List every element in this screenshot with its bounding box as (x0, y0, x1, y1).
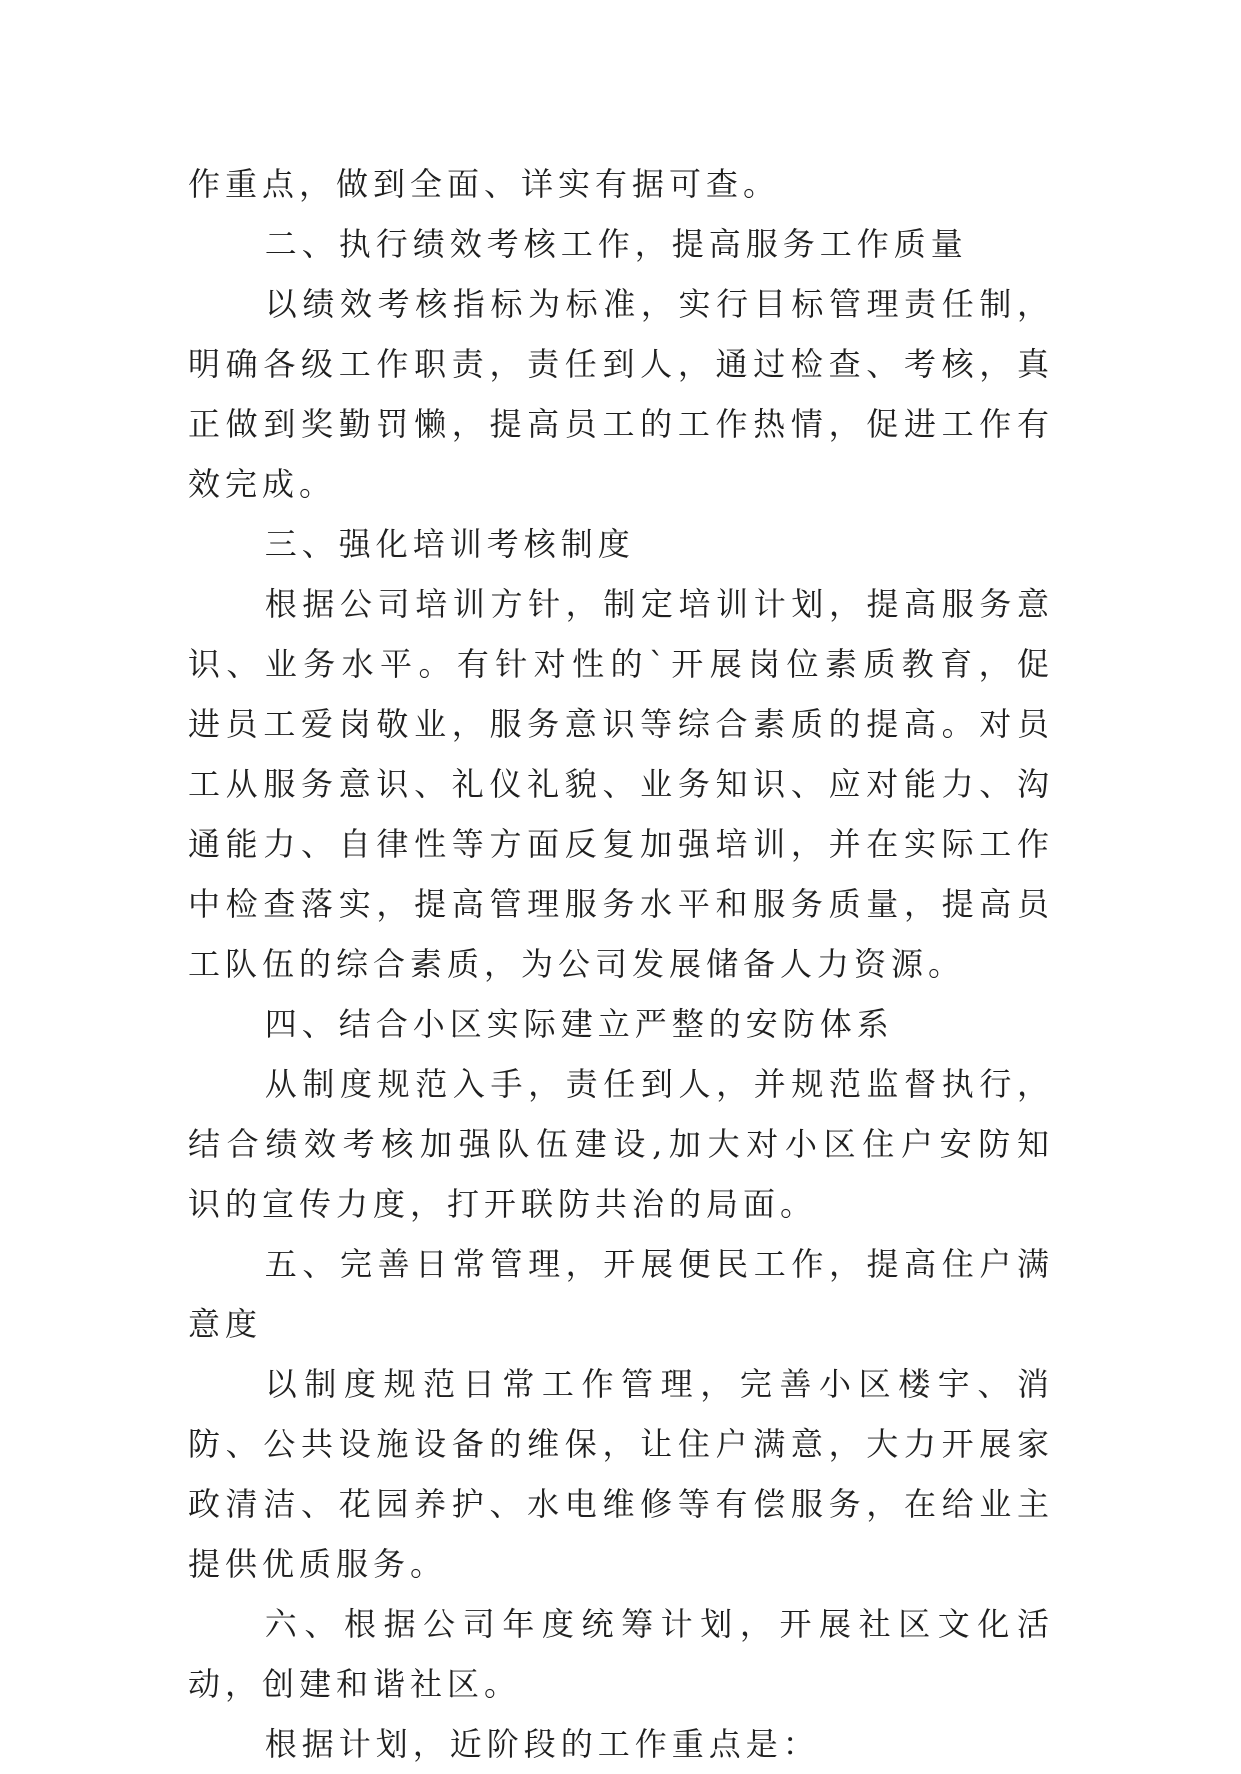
heading-section-2: 二、执行绩效考核工作，提高服务工作质量 (264, 225, 968, 263)
heading-section-3: 三、强化培训考核制度 (264, 525, 635, 563)
heading-section-4: 四、结合小区实际建立严整的安防体系 (264, 1005, 894, 1043)
heading-section-6: 六、根据公司年度统筹计划，开展社区文化活动，创建和谐社区。 (188, 1605, 1054, 1703)
paragraph-section-2: 以绩效考核指标为标准，实行目标管理责任制，明确各级工作职责，责任到人，通过检查、考核，真正做到奖勤罚懒，提高员工的工作热情，促进工作有效完成。 (188, 285, 1054, 503)
paragraph-section-4: 从制度规范入手，责任到人，并规范监督执行，结合绩效考核加强队伍建设,加大对小区住户安防知识的宣传力度，打开联防共治的局面。 (188, 1065, 1054, 1223)
document-body (188, 154, 1054, 1774)
paragraph-closing: 根据计划，近阶段的工作重点是： (264, 1725, 820, 1763)
paragraph-section-5: 以制度规范日常工作管理，完善小区楼宇、消防、公共设施设备的维保，让住户满意，大力开展家政清洁、花园养护、水电维修等有偿服务，在给业主提供优质服务。 (188, 1365, 1054, 1583)
heading-section-5: 五、完善日常管理，开展便民工作，提高住户满意度 (188, 1245, 1054, 1343)
paragraph-section-3: 根据公司培训方针，制定培训计划，提高服务意识、业务水平。有针对性的`开展岗位素质教育，促进员工爱岗敬业，服务意识等综合素质的提高。对员工从服务意识、礼仪礼貌、业务知识、应对能力、沟通能力、自律性等方面反复加强培训，并在实际工作中检查落实，提高管理服务水平和服务质量，提高员工队伍的综合素质，为公司发展储备人力资源。 (188, 585, 1054, 983)
paragraph-continuation: 作重点，做到全面、详实有据可查。 (188, 165, 781, 203)
